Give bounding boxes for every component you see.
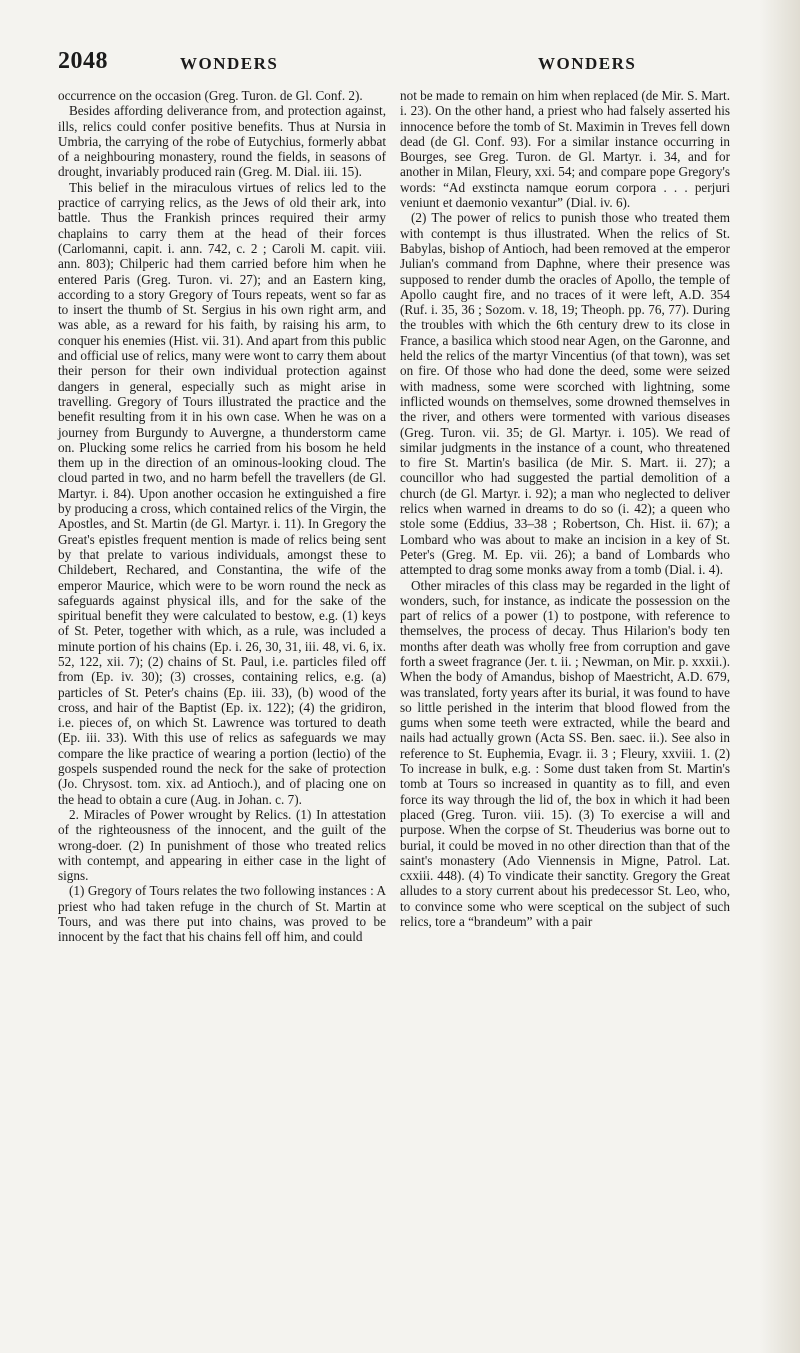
left-running-head: WONDERS	[180, 54, 279, 73]
paragraph: occurrence on the occasion (Greg. Turon. de Gl. Conf. 2).	[58, 88, 363, 103]
paragraph: (1) Gregory of Tours relates the two following instances : A priest who had taken refuge in the church of St. Martin at Tours, and was there put into chains, was proved to be innocent by the fact that his chains fell off him, and could	[58, 883, 386, 945]
running-header	[58, 48, 770, 80]
paragraph: (2) The power of relics to punish those who treated them with contempt is thus illustrated. When the relics of St. Babylas, bishop of Antioch, had been removed at the emperor Julian's command from Daphne, where their presence was supposed to render dumb the oracles of Apollo, the temple of Apollo caught fire, and no traces of it were left, A.D. 354 (Ruf. i. 35, 36 ; Sozom. v. 18, 19; Theoph. pp. 76, 77). During the troubles with which the 6th century drew to its close in France, a basilica which stood near Agen, on the Garonne, and held the relics of the martyr Vincentius (of that town), was set on fire. Of those who had done the deed, some were seized with madness, some were scorched with lightning, some inflicted wounds on themselves, some drowned themselves in the river, and others were tormented with various diseases (Greg. Turon. vii. 35; de Gl. Martyr. i. 105). We read of similar judgments in the instance of a count, who threatened to fire St. Martin's basilica (de Mir. S. Mart. ii. 27); a councillor who had suggested the partial demolition of a church (de Gl. Martyr. i. 92); a man who neglected to deliver relics when warned in dreams to do so (i. 42); a queen who stole some (Eddius, 33–38 ; Robertson, Ch. Hist. ii. 67); a Lombard who was about to make an incision in a key of St. Peter's (Greg. M. Ep. vii. 26); a band of Lombards who attempted to drag some monks away from a tomb (Dial. i. 4).	[400, 210, 730, 578]
paragraph: Other miracles of this class may be regarded in the light of wonders, such, for instance, as indicate the possession on the part of relics of a power (1) to postpone, with reference to themselves, the process of decay. Thus Hilarion's body ten months after death was wholly free from corruption and gave forth a sweet fragrance (Jer. t. ii. ; Newman, on Mir. p. xxxii.). When the body of Amandus, bishop of Maestricht, A.D. 679, was translated, forty years after its burial, it was found to have so little perished in the interim that blood flowed from the gums when some teeth were extracted, while the beard and nails had actually grown (Acta SS. Ben. saec. ii.). See also in reference to St. Euphemia, Evagr. ii. 3 ; Fleury, xxviii. 1. (2) To increase in bulk, e.g. : Some dust taken from St. Martin's tomb at Tours so increased in quantity as to fill, and even force its way through the lid of, the box in which it had been placed (Greg. Turon. viii. 15). (3) To exercise a will and purpose. When the corpse of St. Theuderius was borne out to burial, it could be moved in no other direction than that of the saint's monastery (Ado Viennensis in Migne, Patrol. Lat. cxxiii. 448). (4) To vindicate their sanctity. Gregory the Great alludes to a story current about his predecessor St. Leo, who, to convince some who were sceptical on the subject of such relics, tore a “brandeum” with a pair	[400, 577, 730, 930]
paragraph: Besides affording deliverance from, and protection against, ills, relics could confer positive benefits. Thus at Nursia in Umbria, the carrying of the robe of Eutychius, formerly abbat of a neighbouring monastery, round the fields, in seasons of drought, invariably produced rain (Greg. M. Dial. iii. 15).	[58, 103, 386, 180]
right-column	[400, 88, 730, 929]
paragraph: This belief in the miraculous virtues of relics led to the practice of carrying relics, as the Jews of old their ark, into battle. Thus the Frankish princes required their army chaplains to carry them at the head of their forces (Carlomanni, capit. i. ann. 742, c. 2 ; Caroli M. capit. viii. ann. 803); Chilperic had them carried before him when he entered Paris (Greg. Turon. vi. 27); and an Eastern king, according to a story Gregory of Tours repeats, went so far as to insert the thumb of St. Sergius in his own right arm, and was able, as a reward for his faith, by raising his arm, to conquer his enemies (Hist. vii. 31). And apart from this public and official use of relics, many were wont to carry them about their person for their own individual protection against dangers in general, especially such as might arise in travelling. Gregory of Tours illustrated the practice and the benefit resulting from it in his own case. When he was on a journey from Burgundy to Auvergne, a thunderstorm came on. Plucking some relics he carried from his bosom he held them up in the direction of an ominous-looking cloud. The cloud parted in two, and no harm befell the travellers (de Gl. Martyr. i. 84). Upon another occasion he extinguished a fire by producing a cross, which contained relics of the Virgin, the Apostles, and St. Martin (de Gl. Martyr. i. 11). In Gregory the Great's epistles frequent mention is made of relics being sent by that prelate to various individuals, amongst these to Childebert, Rechared, and Constantina, the wife of the emperor Maurice, which were to be worn round the neck as safeguards against physical ills, and for the sake of the spiritual benefit they were calculated to bestow, e.g. (1) keys of St. Peter, together with which, as a rule, was included a minute portion of his chains (Ep. i. 26, 30, 31, iii. 48, vi. 6, ix. 52, 122, xii. 7); (2) chains of St. Paul, i.e. particles filed off from (Ep. iv. 30); (3) crosses, containing relics, e.g. (a) particles of St. Peter's chains (Ep. iii. 33), (b) wood of the cross, and hair of the Baptist (Ep. ix. 122); (4) the gridiron, i.e. pieces of, on which St. Lawrence was tortured to death (Ep. iii. 33). With this use of relics as safeguards we may compare the like practice of wearing a portion (lectio) of the gospels suspended round the neck for the sake of protection (Jo. Chrysost. tom. xix. ad Antioch.), and of placing one on the head to obtain a cure (Aug. in Johan. c. 7).	[58, 179, 386, 807]
page-edge-shadow	[760, 0, 800, 1353]
paragraph: 2. Miracles of Power wrought by Relics. (1) In attestation of the righteousness of the innocent, and the guilt of the wrong-doer. (2) In punishment of those who treated relics with contempt, and appearing in either case in the light of signs.	[58, 806, 386, 884]
paragraph: not be made to remain on him when replaced (de Mir. S. Mart. i. 23). On the other hand, a priest who had falsely asserted his innocence before the tomb of St. Maximin in Treves fell down dead (de Gl. Conf. 93). For a similar instance occurring in Bourges, see Greg. Turon. de Gl. Martyr. i. 34, and for another in Milan, Fleury, xxi. 54; and compare pope Gregory's words: “Ad exstincta namque eorum corpora . . . perjuri veniunt et daemonio vexantur” (Dial. iv. 6).	[400, 88, 730, 211]
left-column	[58, 88, 386, 945]
right-running-head: WONDERS	[538, 54, 637, 73]
page-number: 2048	[58, 48, 108, 74]
